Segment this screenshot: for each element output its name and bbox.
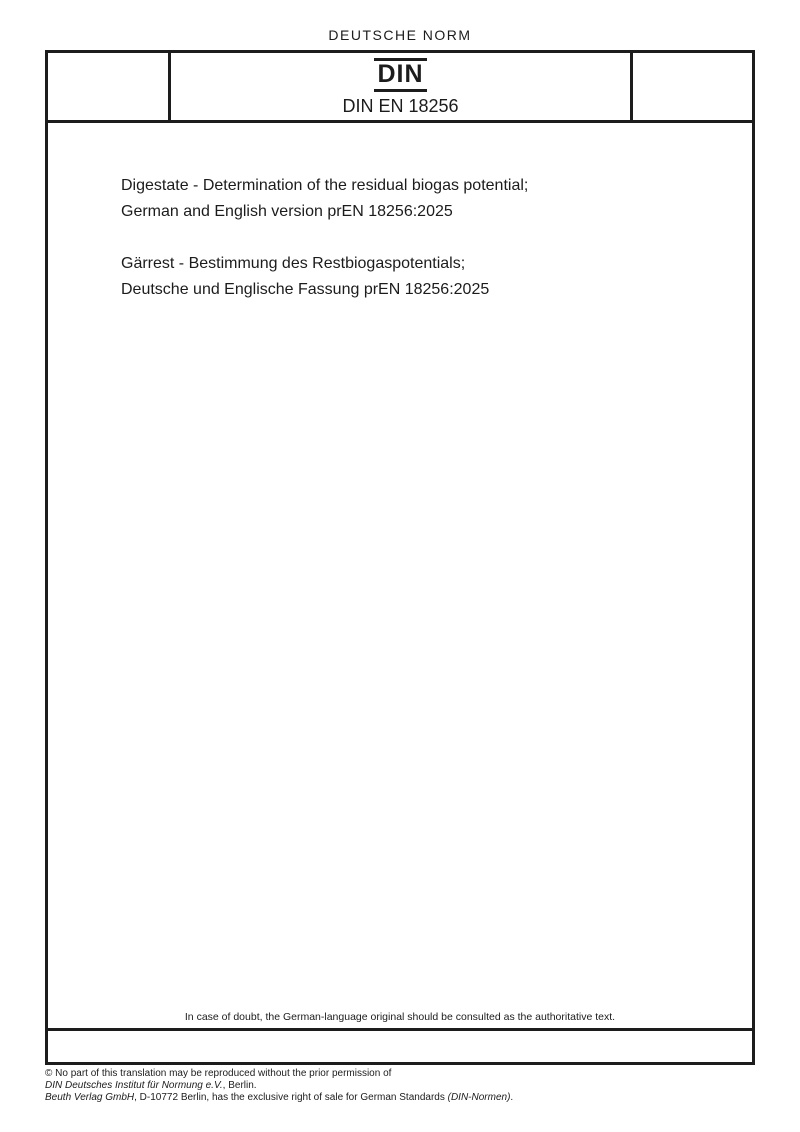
title-english-line1: Digestate - Determination of the residual biogas potential; (121, 177, 529, 194)
title-area (48, 123, 752, 1031)
header-cell-right-empty (630, 53, 752, 120)
header-row (48, 53, 752, 123)
copyright-line3-publisher: Beuth Verlag GmbH (45, 1092, 135, 1103)
copyright-line3-rest1: , D-10772 Berlin, has the exclusive right of sale for German Standards (134, 1092, 448, 1103)
header-cell-center (171, 53, 630, 120)
title-block (121, 173, 528, 303)
document-kicker: DEUTSCHE NORM (328, 27, 472, 43)
title-english (121, 173, 528, 225)
title-german (121, 251, 528, 303)
footer-empty-box (48, 1031, 752, 1062)
copyright-line3 (45, 1092, 513, 1104)
title-german-line2: Deutsche und Englische Fassung prEN 18256:2025 (121, 281, 490, 298)
header-cell-left-empty (48, 53, 171, 120)
din-logo: DIN (374, 58, 426, 92)
copyright-line3-din-normen: (DIN-Normen) (447, 1092, 511, 1103)
title-german-line1: Gärrest - Bestimmung des Restbiogaspotentials; (121, 255, 466, 272)
page-frame (45, 50, 755, 1065)
standard-number: DIN EN 18256 (342, 96, 459, 116)
copyright-footer (45, 1068, 513, 1104)
copyright-line2-rest: , Berlin. (222, 1080, 257, 1091)
title-english-line2: German and English version prEN 18256:2025 (121, 203, 453, 220)
authoritative-text-notice: In case of doubt, the German-language original should be consulted as the authoritative text. (184, 1011, 616, 1023)
copyright-line2 (45, 1080, 513, 1092)
copyright-line3-rest2: . (510, 1092, 514, 1103)
copyright-line1: © No part of this translation may be reproduced without the prior permission of (45, 1068, 392, 1079)
copyright-line2-org: DIN Deutsches Institut für Normung e.V. (45, 1080, 223, 1091)
